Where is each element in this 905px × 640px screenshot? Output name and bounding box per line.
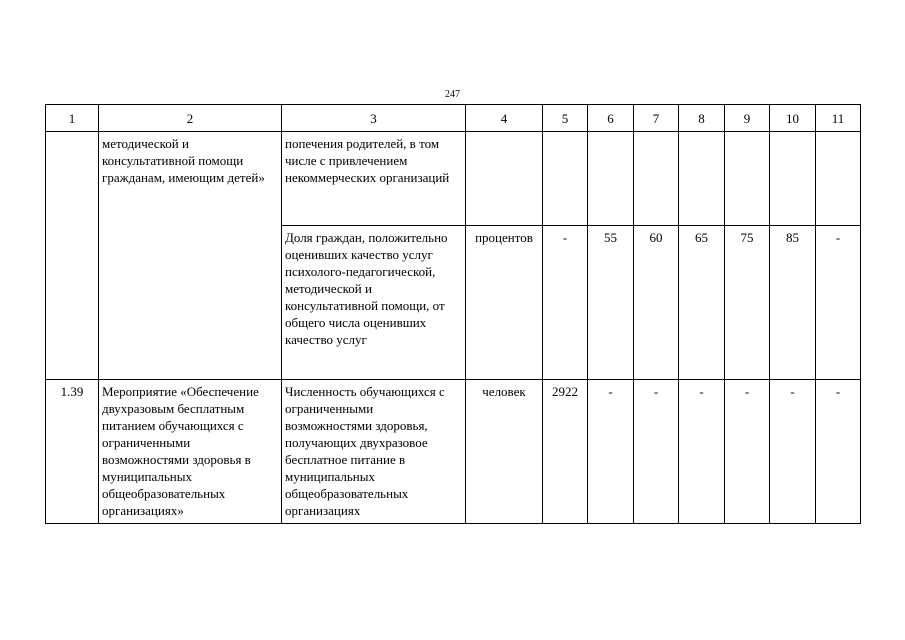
value-cell: - — [725, 380, 770, 524]
table-row — [46, 380, 861, 524]
value-cell: 65 — [679, 226, 725, 380]
header-cell: 1 — [46, 105, 99, 132]
unit-cell: человек — [466, 380, 543, 524]
value-cell: 75 — [725, 226, 770, 380]
row-number-cell — [46, 132, 99, 380]
value-cell: - — [543, 226, 588, 380]
indicator-name-cell: Доля граждан, положительно оценивших качество услуг психолого-педагогической, методической и консультативной помощи, от общего числа оценивших качество услуг — [282, 226, 466, 380]
value-cell: - — [679, 380, 725, 524]
header-cell: 8 — [679, 105, 725, 132]
page-number: 247 — [445, 89, 460, 100]
indicator-name-cell: попечения родителей, в том числе с привлечением некоммерческих организаций — [282, 132, 466, 226]
header-cell: 10 — [770, 105, 816, 132]
value-cell: - — [588, 380, 634, 524]
value-cell — [634, 132, 679, 226]
measure-name-cell: методической и консультативной помощи гражданам, имеющим детей» — [99, 132, 282, 380]
value-cell: - — [816, 226, 861, 380]
header-cell: 2 — [99, 105, 282, 132]
value-cell — [816, 132, 861, 226]
header-cell: 4 — [466, 105, 543, 132]
value-cell — [770, 132, 816, 226]
indicator-name-cell: Численность обучающихся с ограниченными возможностями здоровья, получающих двухразовое бесплатное питание в муниципальных общеобразовательных организациях — [282, 380, 466, 524]
header-cell: 9 — [725, 105, 770, 132]
value-cell: - — [634, 380, 679, 524]
row-number-cell: 1.39 — [46, 380, 99, 524]
value-cell: 2922 — [543, 380, 588, 524]
value-cell — [679, 132, 725, 226]
header-cell: 7 — [634, 105, 679, 132]
value-cell — [588, 132, 634, 226]
value-cell: - — [816, 380, 861, 524]
table-row — [46, 132, 861, 226]
indicators-table — [45, 104, 861, 524]
unit-cell: процентов — [466, 226, 543, 380]
value-cell — [543, 132, 588, 226]
value-cell — [725, 132, 770, 226]
header-row — [46, 105, 861, 132]
value-cell: 60 — [634, 226, 679, 380]
unit-cell — [466, 132, 543, 226]
value-cell: 85 — [770, 226, 816, 380]
header-cell: 3 — [282, 105, 466, 132]
header-cell: 5 — [543, 105, 588, 132]
value-cell: - — [770, 380, 816, 524]
measure-name-cell: Мероприятие «Обеспечение двухразовым бесплатным питанием обучающихся с ограниченными возможностями здоровья в муниципальных общеобразовательных организациях» — [99, 380, 282, 524]
header-cell: 6 — [588, 105, 634, 132]
header-cell: 11 — [816, 105, 861, 132]
value-cell: 55 — [588, 226, 634, 380]
